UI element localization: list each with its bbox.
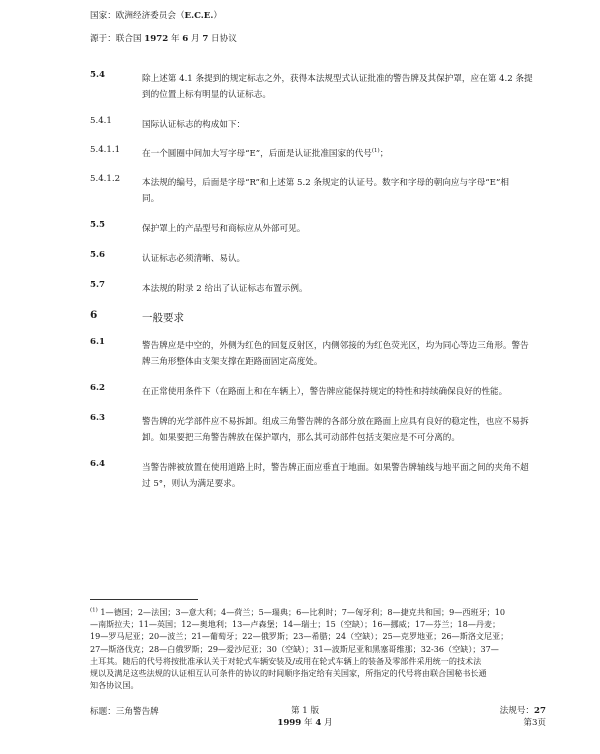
document-page: 国家：欧洲经济委员会（E.C.E.） 源于：联合国 1972 年 6 月 7 日协议 5.4 除上述第 4.1 条提到的规定标志之外，获得本法规型式认证批准的警告牌及其保护罩，应在第 4.2 条提 到的位置上标有明显的认证标志。 5.4.1 国际认证标志的构成如下： 5.4.1.1 在一个圆圈中间加大写字母“E”，后面是认证批准国家的代号$^{(1)}$； 5.4.1.2 本法规的编号，后面是字母“R”和上述第 5.2 条规定的认证号。数字和字母的朝向应与字母“E”相 同。 5.5 保护罩上的产品型号和商标应从外部可见。 5.6 认证标志必须清晰、易认。 5.7 本法规的附录 2 给出了认证标志布置示例。 6 一般要求 6.1 警告牌应是中空的，外侧为红色的回复反射区，内侧邻接的为红色荧光区，均为同心等边三角形。警告 牌三角形整体由支架支撑在距路面固定高度处。 6.2 在正常使用条件下（在路面上和在车辆上），警告牌应能保持规定的特性和持续确保良好的性能。 6.3 警告牌的光学部件应不易拆卸。组成三角警告牌的各部分放在路面上应具有良好的稳定性，也应不易拆 卸。如果要把三角警告牌放在保护罩内，那么其可动部件包括支架应是不可分离的。 6.4 当警告牌被放置在使用道路上时，警告牌正面应垂直于地面。如果警告牌轴线与地平面之间的夹角不超 过 5°，则认为满足要求。 $^{(1)}$ 1—德国；2—法国；3—意大利；4—荷兰；5—瑞典；6—比利时；7—匈牙利；8—捷克共和国；9—西班牙；10 —南斯拉夫；11—英国；12—奥地利；13—卢森堡；14—瑞士；15（空缺）；16—挪威；17—芬兰；18—丹麦； 19—罗马尼亚；20—波兰；21—葡萄牙；22—俄罗斯；23—希腊；24（空缺）；25—克罗地亚；26—斯洛文尼亚； 27—斯洛伐克；28—白俄罗斯；29—爱沙尼亚；30（空缺）；31—波斯尼亚和黑塞哥维那；32-36（空缺）；37— 土耳其。随后的代号将按批准承认关于对轮式车辆安装及/或用在轮式车辆上的装备及零部件采用统一的技术法 规以及满足这些法规的认证相互认可条件的协议的时间顺序指定给有关国家，所指定的代号将由联合国秘书长通 知各协议国。 标题：三角警告牌 第 1 版 1999 年 4 月 法规号：27 第3页 [0,0,600,754]
footnote: $^{(1)}$ 1—德国；2—法国；3—意大利；4—荷兰；5—瑞典；6—比利时；7—匈牙利；8—捷克共和国；9—西班牙；10 —南斯拉夫；11—英国；12—奥地利；13—卢森堡；14—瑞士；15（空缺）；16—挪威；17—芬兰；18—丹麦； 19—罗马尼亚；20—波兰；21—葡萄牙；22—俄罗斯；23—希腊；24（空缺）；25—克罗地亚；26—斯洛文尼亚； 27—斯洛伐克；28—白俄罗斯；29—爱沙尼亚；30（空缺）；31—波斯尼亚和黑塞哥维那；32-36（空缺）；37— 土耳其。随后的代号将按批准承认关于对轮式车辆安装及/或用在轮式车辆上的装备及零部件采用统一的技术法 规以及满足这些法规的认证相互认可条件的协议的时间顺序指定给有关国家，所指定的代号将由联合国秘书长通 知各协议国。 [90,607,509,691]
footer-edition: 第 1 版 1999 年 4 月 [277,706,333,728]
footer-regulation: 法规号：27 第3页 [499,706,546,728]
document-footer [90,705,546,735]
source-line: 源于：联合国 1972 年 6 月 7 日协议 [90,33,237,44]
footer-title: 标题：三角警告牌 [90,707,159,717]
footnote-divider [90,599,198,600]
page-number: 第3页 [523,718,546,728]
document-header [90,12,237,57]
country-line: 国家：欧洲经济委员会（E.C.E.） [90,11,222,21]
